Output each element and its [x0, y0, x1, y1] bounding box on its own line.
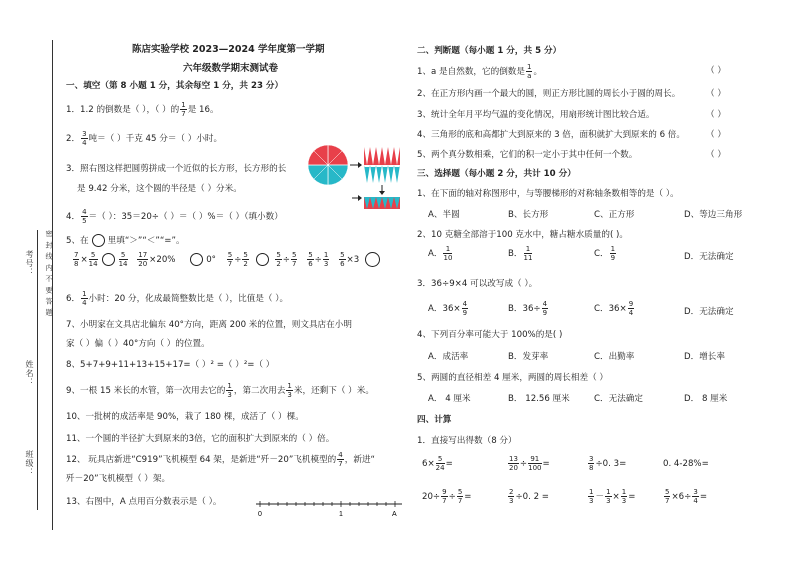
choice-q5-c[interactable]: C．无法确定 [594, 394, 643, 404]
choice-q3-b[interactable]: B．36÷ $\frac{4}{9}$ [508, 300, 548, 317]
question-3-line1: 3．照右图这样把圆剪拼成一个近似的长方形，长方形的长 [66, 164, 287, 174]
calc-4: 0. 4-28%= [663, 459, 709, 469]
choice-q2-c[interactable]: C． $\frac{1}{9}$ [594, 245, 616, 262]
part2-heading: 二、判断题（每小题 1 分，共 5 分） [417, 46, 562, 56]
question-8: 8、5+7+9+11+13+15+17=（ ）² =（ ）²=（ ） [66, 360, 275, 370]
choice-q4-b[interactable]: B．发芽率 [508, 352, 549, 362]
judge-paren-3[interactable]: （ ） [706, 110, 726, 120]
number-line-label-0: 0 [258, 511, 262, 518]
q4-text: ＝（ ）：35＝20÷（ ）＝（ ）%＝（ ）（填小数） [88, 212, 283, 222]
choice-q5-d[interactable]: D． 8 厘米 [684, 394, 728, 404]
choice-q4-a[interactable]: A．成活率 [428, 352, 469, 362]
question-10: 10、一批树的成活率是 90%，栽了 180 棵，成活了（ ）棵。 [66, 412, 304, 422]
part3-heading: 三、选择题（每小题 2 分，共计 10 分） [417, 169, 576, 179]
choice-q4: 4、下列百分率可能大于 100%的是( ) [417, 330, 563, 340]
q1-tail: 是 16。 [187, 105, 219, 115]
choice-q1-b[interactable]: B、长方形 [508, 210, 549, 220]
pie-circle [308, 145, 348, 185]
xingming-label: 姓名： [25, 360, 34, 387]
question-13: 13、右图中，A 点用百分数表示是（ ）。 [66, 497, 222, 507]
number-line [254, 498, 404, 520]
number-line-label-a: A [392, 511, 397, 518]
choice-q5: 5、两圆的直径相差 4 厘米，两圆的周长相差（ ） [417, 373, 609, 383]
question-3-line2: 是 9.42 分米，这个圆的半径是（ ）分米。 [77, 184, 242, 194]
question-5-items: $\frac{7}{8}$ × $\frac{5}{14}$ $\frac{5}{14}$ $\frac{17}{20}$ ×20% 0° $\frac{5}{7}$ ÷ $\frac{5}{2}$ $\frac{5}{2}$ ÷ $\frac{5}{7}$ $\frac{5}{6}$ ÷ $\frac{1}{3}$ $\frac{5}{6}$ ×3 [72, 251, 383, 268]
exam-subtitle: 六年级数学期末测试卷 [183, 63, 279, 74]
question-9: 9、一根 15 米长的水管，第一次用去它的 $\frac{1}{3}$ ，第二次用去 $\frac{1}{3}$ 米，还剩下（ ）米。 [66, 382, 374, 399]
choice-q3-c[interactable]: C．36× $\frac{9}{4}$ [594, 300, 634, 317]
question-4: 4． $\frac{4}{5}$ ＝（ ）：35＝20÷（ ）＝（ ）%＝（ ）（填小数） [66, 208, 283, 225]
calc-3: $\frac{3}{8}$ ÷0. 3= [589, 455, 627, 472]
judge-paren-2[interactable]: （ ） [706, 89, 726, 99]
question-5: 5、在 里填“＞”“＜”“=”。 [66, 236, 185, 246]
compare-circle-icon [102, 253, 115, 266]
question-6: 6． $\frac{1}{4}$ 小时：20 分，化成最简整数比是（ ），比值是（ ）。 [66, 290, 289, 307]
choice-q1-d[interactable]: D、等边三角形 [684, 210, 743, 220]
calc-6: $\frac{2}{3}$ ÷0. 2 = [509, 488, 550, 505]
choice-q4-d[interactable]: D．增长率 [684, 352, 725, 362]
q6-text: 小时：20 分，化成最简整数比是（ ），比值是（ ）。 [88, 294, 289, 304]
compare-circle-icon [190, 253, 203, 266]
seal-text: 密 封 线 内 不 要 答 题 [45, 230, 53, 317]
judge-paren-1[interactable]: （ ） [706, 66, 726, 76]
circle-cut-figure [308, 145, 404, 225]
q1-text: 1．1.2 的倒数是（ ），（ ）的 [66, 105, 180, 115]
judge-paren-4[interactable]: （ ） [706, 130, 726, 140]
calc-1: 6× $\frac{5}{24}$ = [422, 455, 453, 472]
choice-q1: 1、在下面的轴对称图形中，与等腰梯形的对称轴条数相等的是（ ）。 [417, 189, 679, 199]
part1-heading: 一、填空（第 8 小题 1 分，其余每空 1 分，共 23 分） [66, 81, 284, 91]
banji-label: 班级： [25, 450, 34, 477]
part4-subheading: 1．直接写出得数（8 分） [417, 436, 517, 446]
compare-circle-icon [256, 253, 269, 266]
compare-circle-icon [365, 252, 380, 267]
question-2: 2． $\frac{3}{4}$ 吨＝（ ）千克 45 分＝（ ）小时。 [66, 130, 223, 147]
q1-frac: $\frac{1}{7}$ [181, 101, 186, 118]
choice-q2: 2、10 克糖全部溶于100 克水中，糖占糖水质量的( )。 [417, 230, 628, 240]
choice-q3-d[interactable]: D．无法确定 [684, 307, 734, 317]
choice-q5-b[interactable]: B． 12.56 厘米 [508, 394, 570, 404]
teeth-strip-2 [364, 197, 400, 209]
judge-paren-5[interactable]: （ ） [706, 150, 726, 160]
choice-q3: 3．36÷9×4 可以改写成（ ）。 [417, 279, 538, 289]
question-12-line2: 歼－20”飞机模型（ ）架。 [66, 474, 171, 484]
part4-heading: 四、计算 [417, 415, 452, 425]
teeth-strip-1 [364, 147, 400, 183]
arrow-right [350, 162, 362, 168]
choice-q2-a[interactable]: A． $\frac{1}{10}$ [428, 245, 453, 262]
compare-circle-icon [92, 234, 105, 247]
choice-q1-c[interactable]: C、正方形 [594, 210, 635, 220]
choice-q4-c[interactable]: C．出勤率 [594, 352, 635, 362]
judge-item-5: 5、两个真分数相乘，它们的积一定小于其中任何一个数。 [417, 150, 638, 160]
question-7-line1: 7、小明家在文具店北偏东 40°方向，距离 200 米的位置，则文具店在小明 [66, 320, 352, 330]
name-underline [37, 230, 38, 510]
question-11: 11、一个圆的半径扩大到原来的3倍，它的面积扩大到原来的（ ）倍。 [66, 434, 335, 444]
q2-text: 吨＝（ ）千克 45 分＝（ ）小时。 [88, 134, 223, 144]
calc-5: 20÷ $\frac{9}{7}$ ÷ $\frac{5}{7}$ = [422, 488, 472, 505]
judge-item-2: 2、在正方形内画一个最大的圆，则正方形比圆的周长小于圆的周长。 [417, 89, 681, 99]
choice-q2-d[interactable]: D．无法确定 [684, 252, 734, 262]
judge-item-4: 4、三角形的底和高都扩大到原来的 3 倍，面积就扩大到原来的 6 倍。 [417, 130, 685, 140]
number-line-label-1: 1 [339, 511, 343, 518]
seal-line [52, 40, 53, 530]
question-7-line2: 家（ ）偏（ ）40°方向（ ）的位置。 [66, 339, 210, 349]
choice-q5-a[interactable]: A． 4 厘米 [428, 394, 471, 404]
choice-q3-a[interactable]: A．36× $\frac{4}{9}$ [428, 300, 468, 317]
kaohao-label: 考号： [25, 250, 34, 277]
calc-2: $\frac{13}{20}$ ÷ $\frac{91}{100}$ = [509, 455, 550, 472]
judge-item-3: 3、统计全年月平均气温的变化情况，用扇形统计图比较合适。 [417, 110, 655, 120]
calc-7: $\frac{1}{3}$ － $\frac{1}{3}$ × $\frac{1}{3}$ = [589, 488, 636, 505]
choice-q2-b[interactable]: B． $\frac{1}{11}$ [508, 245, 533, 262]
question-1 [66, 101, 219, 118]
judge-item-1: 1、a 是自然数，它的倒数是 $\frac{1}{a}$ 。 [417, 63, 543, 80]
exam-title: 陈店实验学校 2023—2024 学年度第一学期 [132, 44, 325, 55]
question-12-line1: 12、 玩具店新进“C919”飞机模型 64 架，是新进“歼－20”飞机模型的 $\frac{4}{7}$ ，新进“ [66, 451, 375, 468]
binding-margin [4, 40, 56, 540]
choice-q1-a[interactable]: A、半圆 [428, 210, 460, 220]
calc-8: $\frac{5}{7}$ ×6÷ $\frac{3}{4}$ = [665, 488, 708, 505]
